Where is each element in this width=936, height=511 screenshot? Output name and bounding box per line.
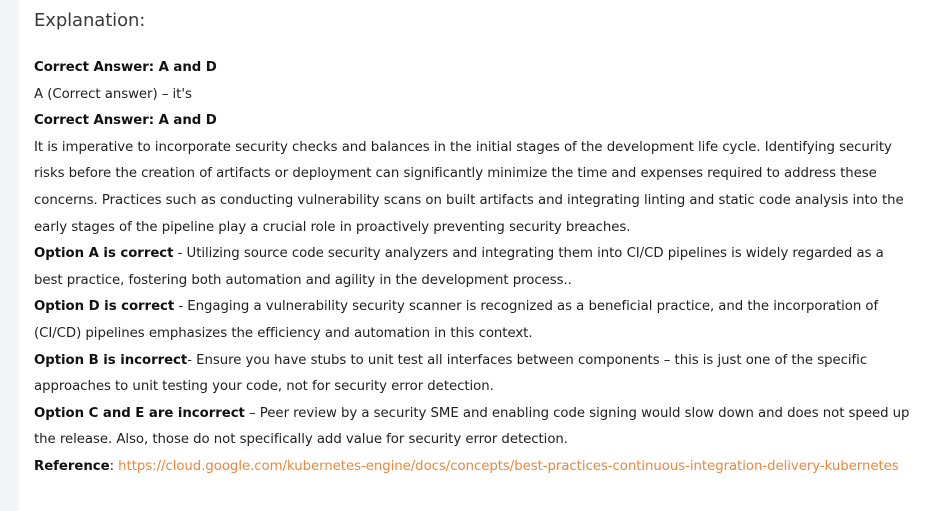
option-ce-label: Option C and E are incorrect	[34, 405, 245, 421]
correct-answer-line-2	[34, 108, 914, 135]
option-ce-text: – Peer review by a security SME and enabling code signing would slow down and does not speed up the release. Also, those do not specifically add value for security error detection.	[34, 405, 910, 448]
explanation-heading: Explanation:	[34, 10, 146, 31]
option-d-label: Option D is correct	[34, 299, 175, 315]
explanation-content	[34, 7, 914, 481]
reference-label: Reference	[34, 458, 110, 474]
reference-link[interactable]: https://cloud.google.com/kubernetes-engine/docs/concepts/best-practices-continuous-integration-delivery-kubernetes	[118, 458, 899, 474]
option-a-explanation	[34, 241, 914, 294]
reference-line	[34, 454, 914, 481]
option-b-explanation	[34, 348, 914, 401]
correct-answer-line	[34, 55, 914, 82]
option-b-text: - Ensure you have stubs to unit test all interfaces between components – this is just one of the specific approaches to unit testing your code, not for security error detection.	[34, 352, 868, 395]
explanation-card	[19, 0, 936, 511]
correct-answer-text-2: Correct Answer: A and D	[34, 113, 217, 129]
correct-answer-text: Correct Answer: A and D	[34, 60, 217, 75]
option-d-text: - Engaging a vulnerability security scanner is recognized as a beneficial practice, and the incorporation of (CI/CD) pipelines emphasizes the efficiency and automation in this context.	[34, 299, 879, 341]
option-d-explanation	[34, 294, 914, 347]
option-a-fragment: A (Correct answer) – it's	[34, 86, 192, 102]
intro-paragraph: It is imperative to incorporate security checks and balances in the initial stages of the development life cycle. Identifying security risks before the creation of artifacts or deployment can significantly minimize the time and expenses required to address these concerns. Practices such as conducting vulnerability scans on built artifacts and integrating linting and static code analysis into the early stages of the pipeline play a crucial role in proactively preventing security breaches.	[34, 139, 904, 235]
reference-separator: :	[109, 458, 119, 474]
option-a-text: - Utilizing source code security analyzers and integrating them into CI/CD pipelines is widely regarded as a best practice, fostering both automation and agility in the development process..	[34, 246, 884, 288]
option-b-label: Option B is incorrect	[34, 352, 188, 368]
option-a-label: Option A is correct	[34, 246, 174, 262]
option-ce-explanation	[34, 401, 914, 454]
